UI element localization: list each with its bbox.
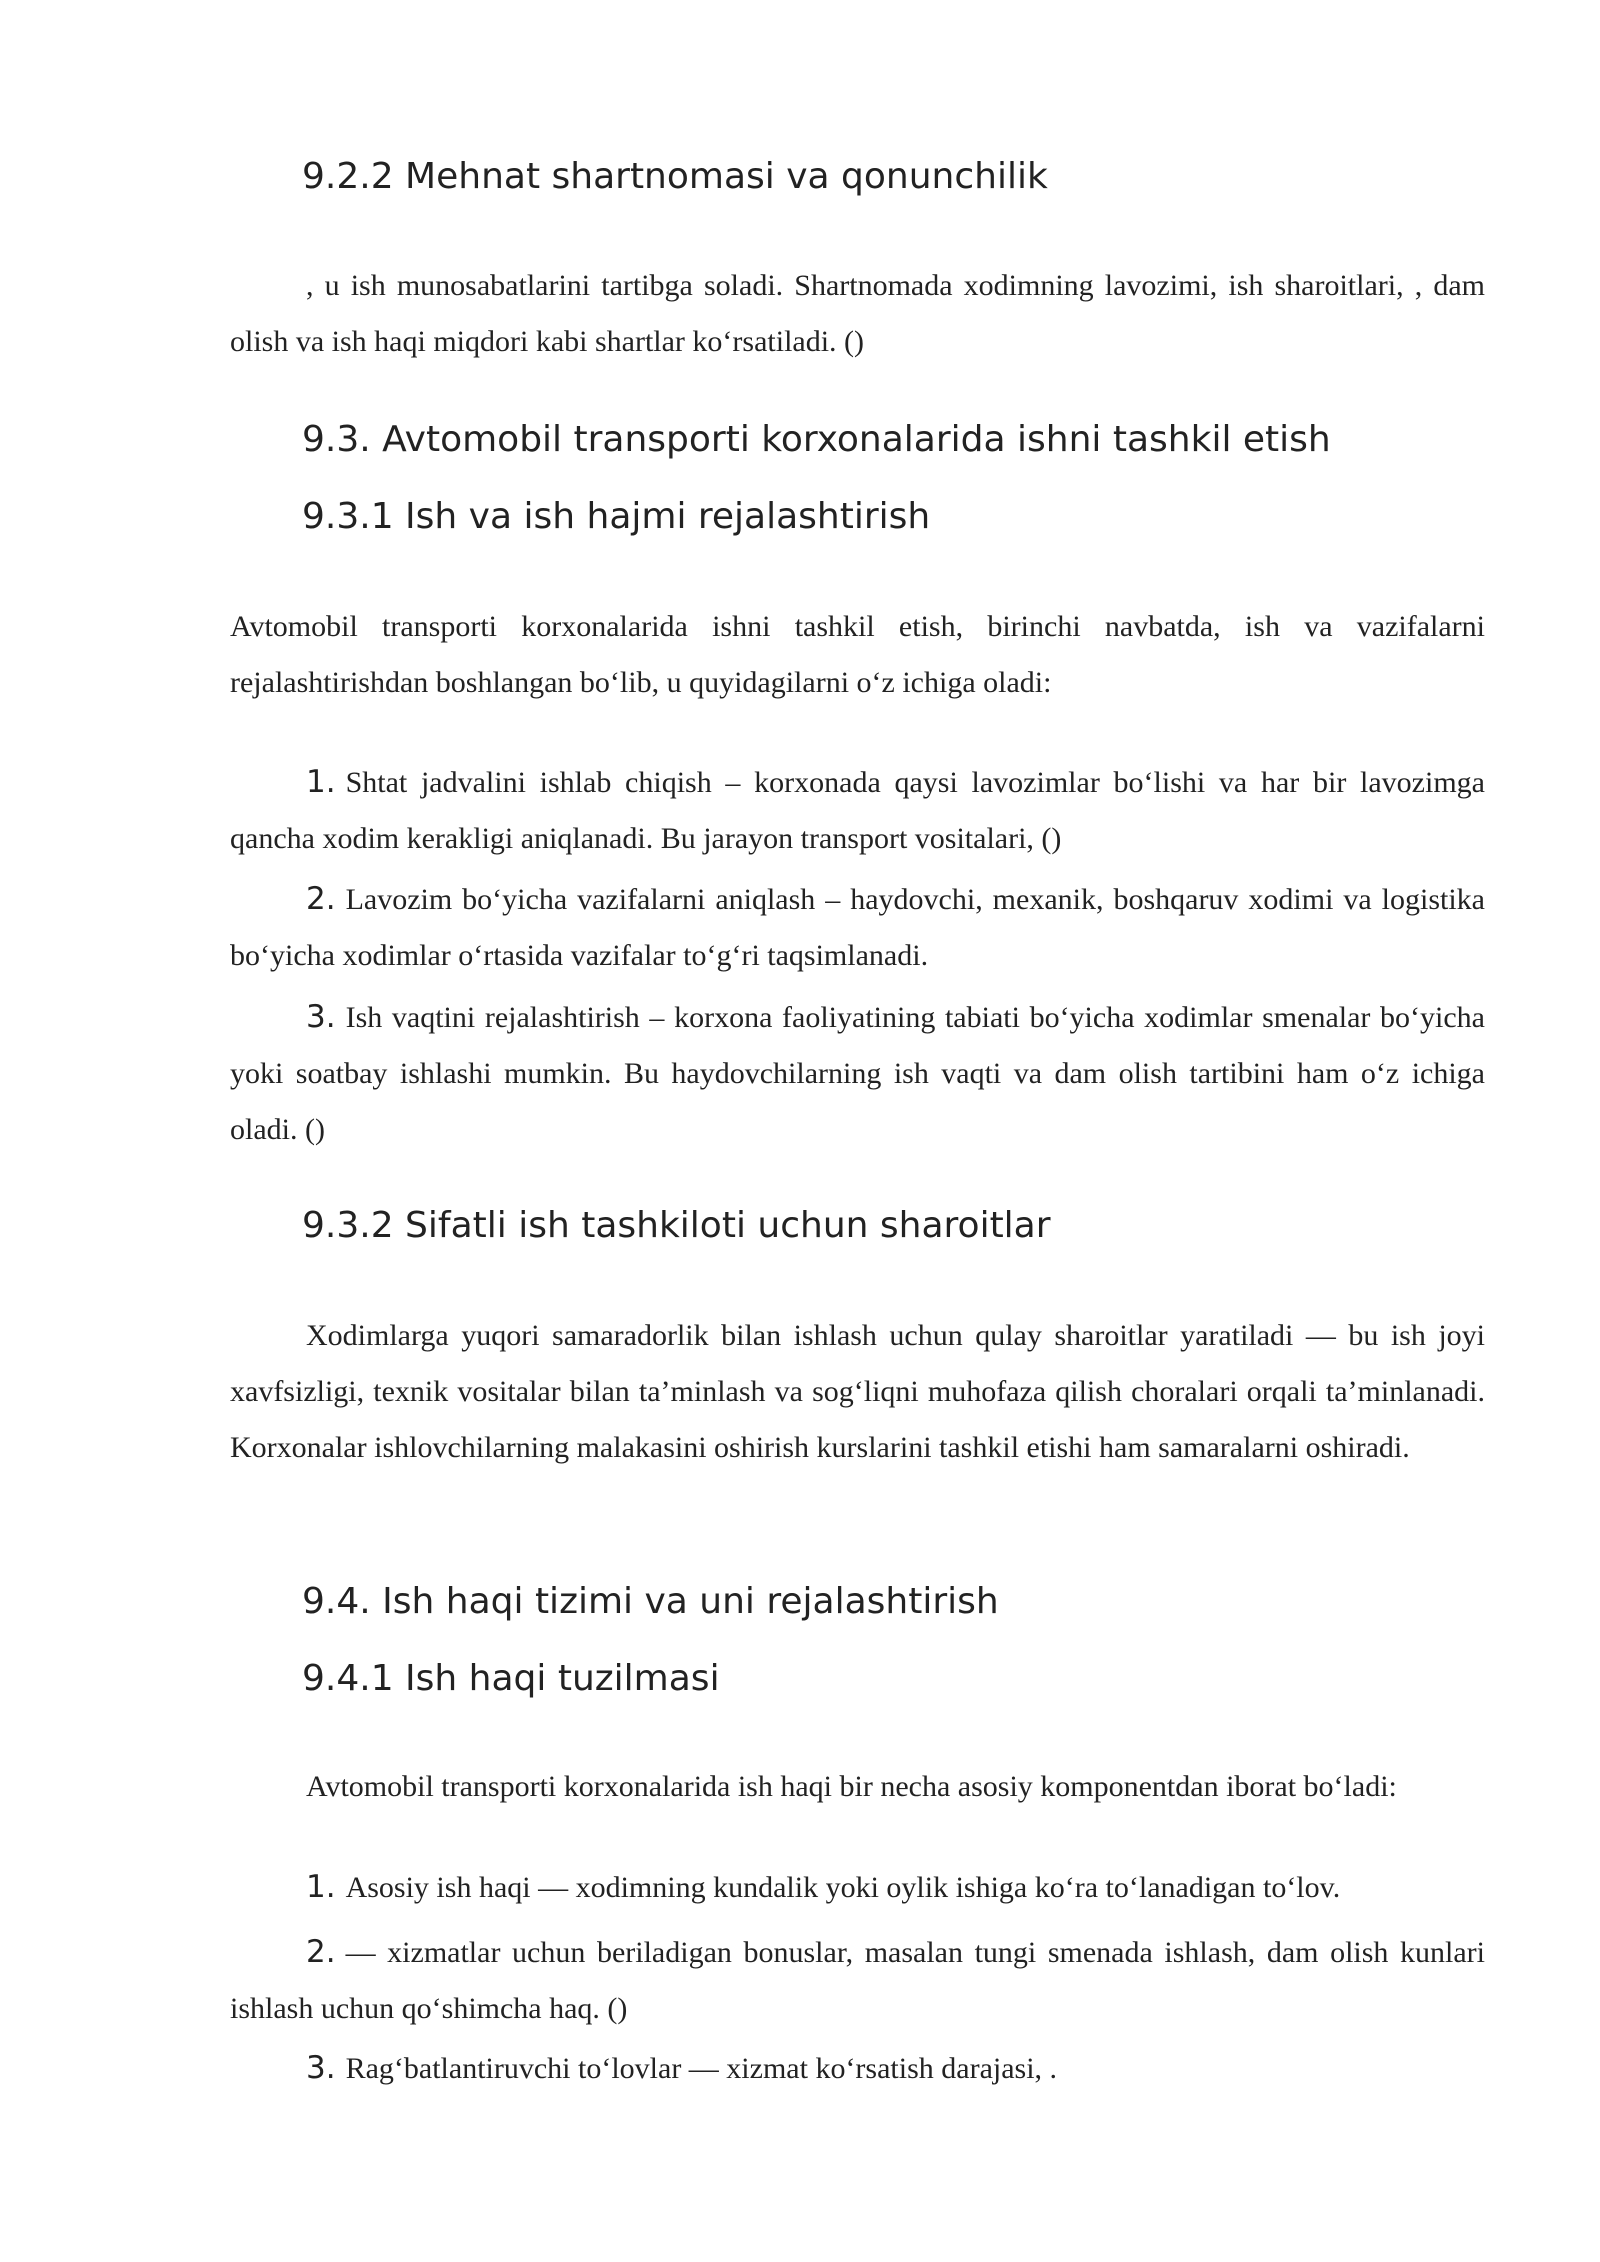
list-item <box>230 754 1485 867</box>
list-number: 3. <box>306 2050 336 2086</box>
list-item <box>230 989 1485 1158</box>
heading-9-2-2: 9.2.2 Mehnat shartnomasi va qonunchilik <box>302 156 1048 197</box>
list-number: 1. <box>306 1869 336 1905</box>
heading-9-4-1: 9.4.1 Ish haqi tuzilmasi <box>302 1658 720 1699</box>
list-item <box>230 1924 1485 2037</box>
list-item <box>230 2040 1485 2097</box>
paragraph-work-conditions: Xodimlarga yuqori samaradorlik bilan ishlash uchun qulay sharoitlar yaratiladi — bu ish joyi xavfsizligi, texnik vositalar bilan ta’minlash va sog‘liqni muhofaza qilish choralari orqali ta’minlanadi. Korxonalar ishlovchilarning malakasini oshirish kurslarini tashkil etishi ham samaralarni oshiradi. <box>230 1319 1485 1464</box>
paragraph-work-planning: Avtomobil transporti korxonalarida ishni tashkil etish, birinchi navbatda, ish va vazifalarni rejalashtirishdan boshlangan bo‘lib, u quyidagilarni o‘z ichiga oladi: <box>230 610 1485 699</box>
list-item-text: — xizmatlar uchun beriladigan bonuslar, masalan tungi smenada ishlash, dam olish kunlari ishlash uchun qo‘shimcha haq. () <box>230 1936 1485 2025</box>
list-number: 1. <box>306 764 336 800</box>
list-item-text: Shtat jadvalini ishlab chiqish – korxonada qaysi lavozimlar bo‘lishi va har bir lavozimga qancha xodim kerakligi aniqlanadi. Bu jarayon transport vositalari, () <box>230 766 1485 855</box>
list-item-text: Ish vaqtini rejalashtirish – korxona faoliyatining tabiati bo‘yicha xodimlar smenalar bo‘yicha yoki soatbay ishlashi mumkin. Bu haydovchilarning ish vaqti va dam olish tartibini ham o‘z ichiga oladi. () <box>230 1001 1485 1146</box>
list-item <box>230 1859 1485 1916</box>
list-item-text: Asosiy ish haqi — xodimning kundalik yoki oylik ishiga ko‘ra to‘lanadigan to‘lov. <box>345 1871 1341 1904</box>
heading-9-4: 9.4. Ish haqi tizimi va uni rejalashtirish <box>302 1581 999 1622</box>
list-item-text: Lavozim bo‘yicha vazifalarni aniqlash – haydovchi, mexanik, boshqaruv xodimi va logistika bo‘yicha xodimlar o‘rtasida vazifalar to‘g‘ri taqsimlanadi. <box>230 883 1485 972</box>
paragraph-salary-structure: Avtomobil transporti korxonalarida ish haqi bir necha asosiy komponentdan iborat bo‘ladi: <box>306 1770 1397 1803</box>
list-number: 3. <box>306 999 336 1035</box>
list-number: 2. <box>306 881 336 917</box>
heading-9-3-1: 9.3.1 Ish va ish hajmi rejalashtirish <box>302 496 931 537</box>
list-number: 2. <box>306 1934 336 1970</box>
list-item <box>230 871 1485 984</box>
list-item-text: Rag‘batlantiruvchi to‘lovlar — xizmat ko‘rsatish darajasi, . <box>345 2052 1058 2085</box>
heading-9-3: 9.3. Avtomobil transporti korxonalarida ishni tashkil etish <box>302 419 1331 460</box>
heading-9-3-2: 9.3.2 Sifatli ish tashkiloti uchun sharoitlar <box>302 1205 1051 1246</box>
paragraph-labor-contract: , u ish munosabatlarini tartibga soladi. Shartnomada xodimning lavozimi, ish sharoitlari, , dam olish va ish haqi miqdori kabi shartlar ko‘rsatiladi. () <box>230 269 1485 358</box>
